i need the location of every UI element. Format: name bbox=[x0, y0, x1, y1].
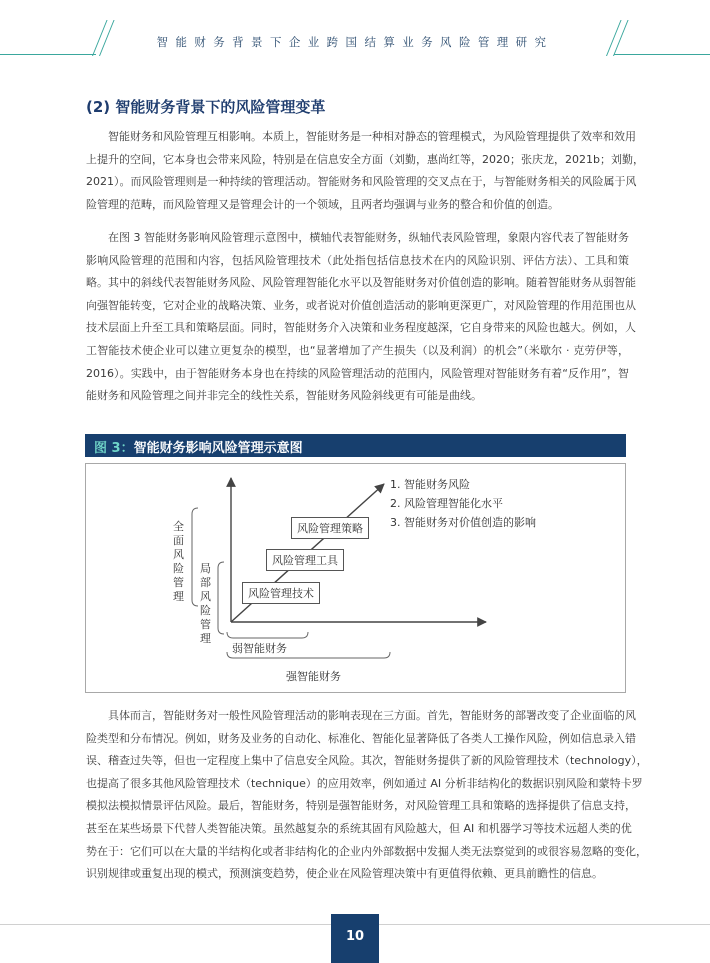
figure-caption-bar bbox=[85, 434, 626, 457]
paragraph-line: 技术层面上升至工具和策略层面。同时，智能财务介入决策和业务程度越深，它自身带来的风险也越大。例如，人 bbox=[86, 321, 636, 335]
x-label-strong: 强智能财务 bbox=[286, 670, 341, 683]
paragraph-line: 误、稽查过失等，但也一定程度上集中了信息安全风险。其次，智能财务提供了新的风险管理技术（technology）， bbox=[86, 754, 648, 768]
paragraph-line: 影响风险管理的范围和内容，包括风险管理技术（此处指包括信息技术在内的风险识别、评估方法）、工具和策 bbox=[86, 253, 629, 267]
paragraph-line: 2016）。实践中，由于智能财务本身也在持续的风险管理活动的范围内，风险管理对智能财务有着“反作用”，智 bbox=[86, 366, 629, 380]
paragraph-line: 也提高了很多其他风险管理技术（technique）的应用效率，例如通过 AI 分析非结构化的数据识别风险和蒙特卡罗 bbox=[86, 776, 643, 790]
paragraph-line: 2021）。而风险管理则是一种持续的管理活动。智能财务和风险管理的交叉点在于，与智能财务相关的风险属于风 bbox=[86, 175, 637, 189]
step-box-strategy: 风险管理策略 bbox=[291, 517, 369, 539]
legend-item-1: 1. 智能财务风险 bbox=[390, 478, 470, 491]
step-box-tool: 风险管理工具 bbox=[266, 549, 344, 571]
section-title: (2) 智能财务背景下的风险管理变革 bbox=[86, 98, 326, 116]
figure-title: 智能财务影响风险管理示意图 bbox=[133, 441, 303, 456]
paragraph-line: 险类型和分布情况。例如，财务及业务的自动化、标准化、智能化显著降低了各类人工操作风险，例如信息录入错 bbox=[86, 731, 636, 745]
x-bracket-weak bbox=[227, 632, 308, 638]
paragraph-line: 势在于：它们可以在大量的半结构化或者非结构化的企业内外部数据中发掘人类无法察觉到的或很容易忽略的变化， bbox=[86, 844, 647, 858]
paragraph-line: 在图 3 智能财务影响风险管理示意图中，横轴代表智能财务，纵轴代表风险管理，象限内容代表了智能财务 bbox=[108, 231, 629, 244]
paragraph-line: 上提升的空间，它本身也会带来风险，特别是在信息安全方面（刘勤，惠尚红等，2020；张庆龙，2021b；刘勤， bbox=[86, 152, 644, 166]
legend-item-2: 2. 风险管理智能化水平 bbox=[390, 497, 503, 510]
header-rule-left bbox=[0, 54, 96, 55]
step-box-technique: 风险管理技术 bbox=[242, 582, 320, 604]
paragraph-line: 能财务和风险管理之间并非完全的线性关系，智能财务风险斜线更有可能是曲线。 bbox=[86, 389, 482, 403]
figure-number: 图 3： bbox=[94, 441, 134, 456]
paragraph-1 bbox=[86, 126, 644, 216]
paragraph-line: 工智能技术使企业可以建立更复杂的模型，也“显著增加了产生损失（以及利润）的机会”（米歇尔 · 克劳伊等， bbox=[86, 343, 629, 357]
y-label-outer: 全面风险管理 bbox=[173, 520, 184, 603]
diagram-svg bbox=[86, 464, 625, 692]
paragraph-line: 模拟法模拟情景评估风险。最后，智能财务，特别是强智能财务，对风险管理工具和策略的选择提供了信息支持， bbox=[86, 799, 636, 813]
paragraph-line: 略。其中的斜线代表智能财务风险、风险管理智能化水平以及智能财务对价值创造的影响。随着智能财务从弱智能 bbox=[86, 276, 636, 290]
legend-item-3: 3. 智能财务对价值创造的影响 bbox=[390, 516, 536, 529]
figure-caption bbox=[94, 437, 303, 456]
header-slash-right-icon bbox=[604, 20, 624, 56]
paragraph-line: 识别规律或重复出现的模式，预测演变趋势，使企业在风险管理决策中有更值得依赖、更具前瞻性的信息。 bbox=[86, 867, 603, 881]
paragraph-line: 险管理的范畴，而风险管理又是管理会计的一个领域，且两者均强调与业务的整合和价值的创造。 bbox=[86, 197, 559, 211]
paragraph-line: 智能财务和风险管理互相影响。本质上，智能财务是一种相对静态的管理模式，为风险管理提供了效率和效用 bbox=[108, 130, 636, 143]
paragraph-line: 甚至在某些场景下代替人类智能决策。虽然越复杂的系统其固有风险越大，但 AI 和机器学习等技术远超人类的优 bbox=[86, 821, 632, 835]
paragraph-line: 具体而言，智能财务对一般性风险管理活动的影响表现在三方面。首先，智能财务的部署改变了企业面临的风 bbox=[108, 709, 636, 722]
header-title: 智能财务背景下企业跨国结算业务风险管理研究 bbox=[156, 35, 554, 49]
paragraph-3 bbox=[86, 705, 648, 886]
header-rule-right bbox=[614, 54, 710, 55]
paragraph-line: 向强智能转变，它对企业的战略决策、业务，或者说对价值创造活动的影响更深更广，对风险管理的作用范围也从 bbox=[86, 298, 636, 312]
y-label-inner: 局部风险管理 bbox=[200, 562, 211, 645]
x-label-weak: 弱智能财务 bbox=[232, 642, 287, 655]
y-bracket-inner bbox=[218, 562, 224, 634]
figure-diagram bbox=[85, 463, 626, 693]
page-number: 10 bbox=[331, 914, 379, 963]
y-bracket-outer bbox=[192, 508, 198, 606]
paragraph-2 bbox=[86, 227, 636, 408]
page-header bbox=[0, 0, 710, 56]
